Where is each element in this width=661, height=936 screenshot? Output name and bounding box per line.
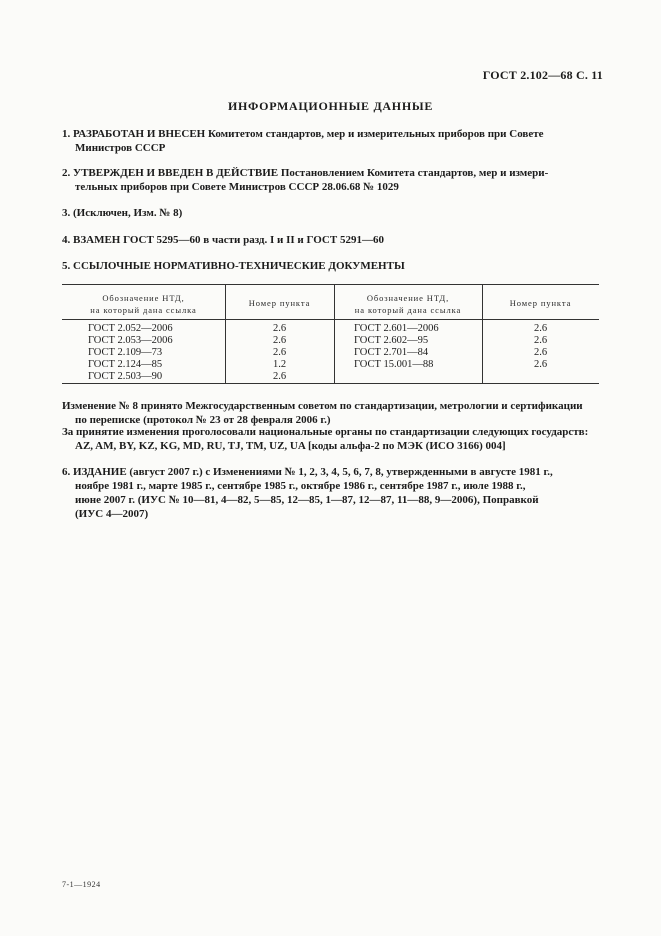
header-ntd-line-1: Обозначение НТД, (366, 293, 450, 303)
reference-table (62, 284, 599, 384)
header-ntd-line-2: на который дана ссылка (90, 305, 197, 315)
table-cell: 1.2 (272, 359, 287, 370)
table-header-point-right: Номер пункта (509, 298, 572, 308)
table-cell: 2.6 (533, 335, 548, 346)
table-cell: 2.6 (533, 347, 548, 358)
item-2-line-2: тельных приборов при Совете Министров СССР 28.06.68 № 1029 (75, 181, 399, 193)
section-title: ИНФОРМАЦИОННЫЕ ДАННЫЕ (227, 99, 434, 113)
table-cell: 2.6 (533, 323, 548, 334)
right-points-column (482, 323, 599, 371)
left-docs-column (88, 323, 173, 383)
table-cell: 2.6 (272, 323, 287, 334)
item-5: 5. ССЫЛОЧНЫЕ НОРМАТИВНО-ТЕХНИЧЕСКИЕ ДОКУМЕНТЫ (62, 260, 405, 272)
adoption-note (62, 425, 600, 453)
header-ntd-line-1: Обозначение НТД, (102, 293, 185, 303)
edition-line-2: ноябре 1981 г., марте 1985 г., сентябре 1985 г., октябре 1986 г., сентябре 1987 г., июле 1988 г., (75, 480, 526, 492)
print-code: 7-1—1924 (62, 880, 101, 889)
table-cell: ГОСТ 2.701—84 (354, 347, 429, 358)
table-cell: ГОСТ 2.602—95 (354, 335, 429, 346)
table-cell: ГОСТ 2.124—85 (88, 359, 163, 370)
table-cell: ГОСТ 2.601—2006 (354, 323, 439, 334)
item-2 (62, 166, 600, 194)
left-points-column (225, 323, 334, 383)
item-2-line-1: 2. УТВЕРЖДЕН И ВВЕДЕН В ДЕЙСТВИЕ Постановлением Комитета стандартов, мер и измери- (62, 167, 549, 179)
item-1-line-2: Министров СССР (75, 142, 166, 154)
edition-item-6 (62, 465, 600, 521)
table-cell: ГОСТ 2.053—2006 (88, 335, 173, 346)
table-header-divider (62, 319, 599, 320)
amendment-note (62, 399, 600, 427)
item-1-line-1: 1. РАЗРАБОТАН И ВНЕСЕН Комитетом стандартов, мер и измерительных приборов при Совете (62, 128, 544, 140)
header-ntd-line-2: на который дана ссылка (354, 305, 462, 315)
table-header-ntd-left (62, 292, 225, 316)
page-reference: ГОСТ 2.102—68 С. 11 (482, 68, 603, 82)
table-cell: ГОСТ 2.503—90 (88, 371, 163, 382)
table-header-point-left: Номер пункта (248, 298, 311, 308)
adoption-line-1: За принятие изменения проголосовали национальные органы по стандартизации следующих государств: (62, 426, 589, 438)
edition-line-4: (ИУС 4—2007) (75, 508, 149, 520)
table-cell: ГОСТ 2.109—73 (88, 347, 163, 358)
item-1 (62, 127, 600, 155)
adoption-line-2: AZ, AM, BY, KZ, KG, MD, RU, TJ, TM, UZ, UA [коды альфа-2 по МЭК (ИСО 3166) 004] (75, 440, 506, 452)
table-cell: 2.6 (272, 371, 287, 382)
item-3: 3. (Исключен, Изм. № 8) (62, 207, 183, 219)
edition-line-1: 6. ИЗДАНИЕ (август 2007 г.) с Изменениями № 1, 2, 3, 4, 5, 6, 7, 8, утвержденными в августе 1981 г., (62, 466, 553, 478)
table-cell: ГОСТ 15.001—88 (354, 359, 434, 370)
amendment-line-2: по переписке (протокол № 23 от 28 февраля 2006 г.) (75, 414, 331, 426)
table-cell: 2.6 (533, 359, 548, 370)
table-cell: 2.6 (272, 335, 287, 346)
edition-line-3: июне 2007 г. (ИУС № 10—81, 4—82, 5—85, 12—85, 1—87, 12—87, 11—88, 9—2006), Поправкой (75, 494, 539, 506)
item-4: 4. ВЗАМЕН ГОСТ 5295—60 в части разд. I и II и ГОСТ 5291—60 (62, 234, 384, 246)
amendment-line-1: Изменение № 8 принято Межгосударственным советом по стандартизации, метрологии и сертификации (62, 400, 583, 412)
right-docs-column (354, 323, 439, 371)
table-header-ntd-right (334, 292, 482, 316)
table-cell: ГОСТ 2.052—2006 (88, 323, 173, 334)
table-cell: 2.6 (272, 347, 287, 358)
